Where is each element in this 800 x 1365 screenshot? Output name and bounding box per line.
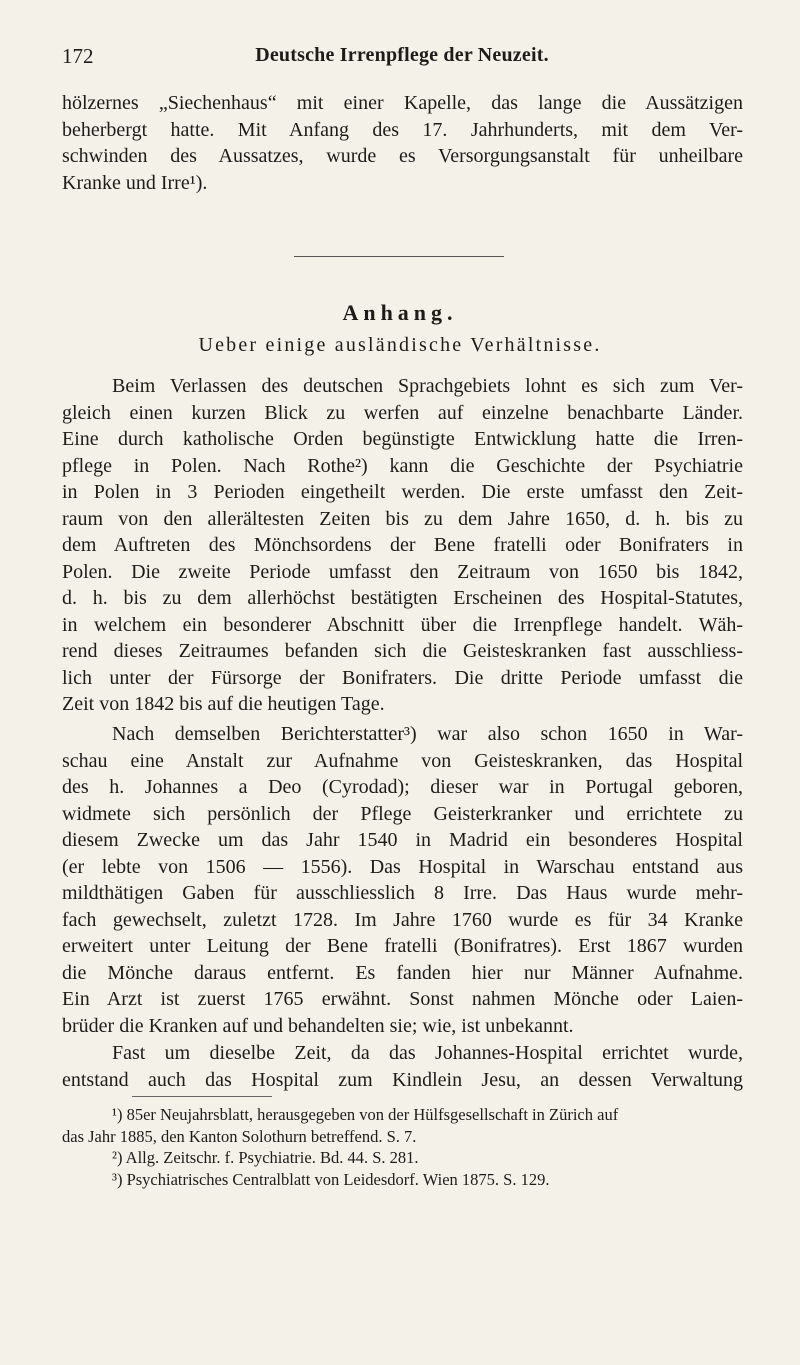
text-line: Polen. Die zweite Periode umfasst den Zeitraum von 1650 bis 1842,: [62, 560, 743, 583]
text-line: gleich einen kurzen Blick zu werfen auf einzelne benachbarte Länder.: [62, 401, 743, 424]
text-line: schau eine Anstalt zur Aufnahme von Geisteskranken, das Hospital: [62, 749, 743, 772]
text-line: raum von den allerältesten Zeiten bis zu dem Jahre 1650, d. h. bis zu: [62, 507, 743, 530]
text-line: pflege in Polen. Nach Rothe²) kann die Geschichte der Psychiatrie: [62, 454, 743, 477]
text-line: erweitert unter Leitung der Bene fratelli (Bonifratres). Erst 1867 wurden: [62, 935, 743, 957]
text-line: die Mönche daraus entfernt. Es fanden hier nur Männer Aufnahme.: [62, 961, 743, 984]
text-line: rend dieses Zeitraumes befanden sich die Geisteskranken fast ausschliess-: [62, 640, 743, 662]
intro-paragraph: [62, 90, 743, 196]
text-line: brüder die Kranken auf und behandelten sie; wie, ist unbekannt.: [62, 1014, 574, 1037]
text-line: d. h. bis zu dem allerhöchst bestätigten Erscheinen des Hospital-Statutes,: [62, 587, 743, 609]
text-line: Ein Arzt ist zuerst 1765 erwähnt. Sonst nahmen Mönche oder Laien-: [62, 988, 743, 1010]
running-title: Deutsche Irrenpflege der Neuzeit.: [255, 44, 549, 66]
footnote-1-cont: das Jahr 1885, den Kanton Solothurn betreffend. S. 7.: [62, 1126, 417, 1146]
footnote-2: ²) Allg. Zeitschr. f. Psychiatrie. Bd. 44. S. 281.: [112, 1148, 419, 1167]
page-header: [62, 44, 742, 78]
page-number: 172: [62, 44, 94, 68]
text-line: Fast um dieselbe Zeit, da das Johannes-Hospital errichtet wurde,: [112, 1042, 743, 1064]
text-line: widmete sich persönlich der Pflege Geisterkranker und errichtete zu: [62, 802, 743, 825]
text-line: in Polen in 3 Perioden eingetheilt werden. Die erste umfasst den Zeit-: [62, 481, 743, 503]
text-line: dem Auftreten des Mönchsordens der Bene fratelli oder Bonifraters in: [62, 534, 743, 556]
footnote-3: ³) Psychiatrisches Centralblatt von Leidesdorf. Wien 1875. S. 129.: [112, 1169, 550, 1189]
text-line: diesem Zwecke um das Jahr 1540 in Madrid ein besonderes Hospital: [62, 829, 743, 851]
footnotes: [62, 1104, 743, 1190]
text-line: Nach demselben Berichterstatter³) war also schon 1650 in War-: [112, 723, 743, 745]
text-line: schwinden des Aussatzes, wurde es Versorgungsanstalt für unheilbare: [62, 145, 743, 167]
text-line: entstand auch das Hospital zum Kindlein Jesu, an dessen Verwaltung: [62, 1068, 743, 1091]
section-divider: [294, 256, 504, 257]
appendix-subtitle: Ueber einige ausländische Verhältnisse.: [198, 334, 602, 356]
appendix-title: Anhang.: [342, 300, 458, 325]
text-line: hölzernes „Siechenhaus“ mit einer Kapelle, das lange die Aussätzigen: [62, 92, 743, 114]
text-line: Eine durch katholische Orden begünstigte Entwicklung hatte die Irren-: [62, 428, 743, 450]
text-line: Beim Verlassen des deutschen Sprachgebiets lohnt es sich zum Ver-: [112, 375, 743, 397]
text-line: Zeit von 1842 bis auf die heutigen Tage.: [62, 693, 385, 715]
paragraph-kindlein-jesu: [62, 1040, 743, 1093]
text-line: in welchem ein besonderer Abschnitt über die Irrenpflege handelt. Wäh-: [62, 613, 743, 636]
text-line: des h. Johannes a Deo (Cyrodad); dieser war in Portugal geboren,: [62, 776, 743, 798]
text-line: beherbergt hatte. Mit Anfang des 17. Jahrhunderts, mit dem Ver-: [62, 118, 743, 141]
text-line: lich unter der Fürsorge der Bonifraters. Die dritte Periode umfasst die: [62, 666, 743, 689]
text-line: mildthätigen Gaben für ausschliesslich 8 Irre. Das Haus wurde mehr-: [62, 882, 743, 904]
paragraph-warsaw: [62, 721, 743, 1039]
footnote-1: ¹) 85er Neujahrsblatt, herausgegeben von der Hülfsgesellschaft in Zürich auf: [112, 1105, 619, 1124]
paragraph-poland: [62, 373, 743, 718]
text-line: (er lebte von 1506 — 1556). Das Hospital in Warschau entstand aus: [62, 855, 743, 878]
text-line: Kranke und Irre¹).: [62, 171, 208, 194]
text-line: fach gewechselt, zuletzt 1728. Im Jahre 1760 wurde es für 34 Kranke: [62, 908, 743, 931]
footnote-divider: [132, 1096, 272, 1097]
